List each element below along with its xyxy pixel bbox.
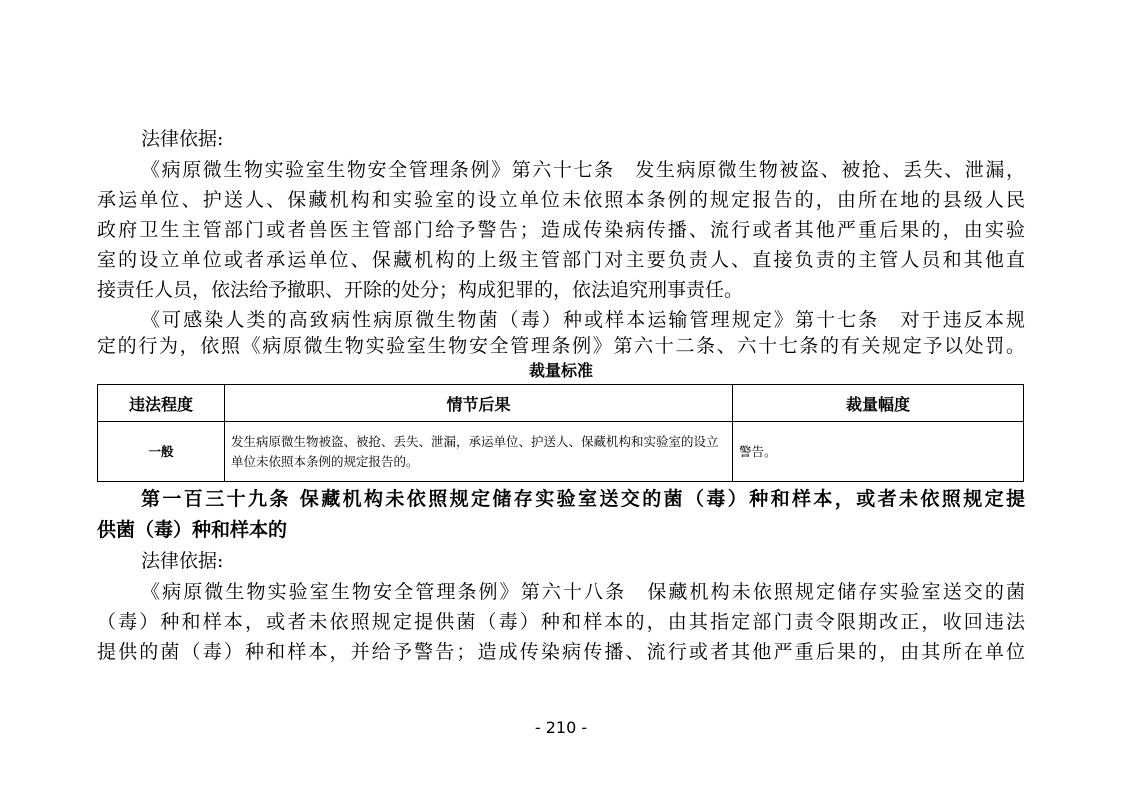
column-header: 裁量幅度	[733, 385, 1024, 422]
paragraph-line: 接责任人员，依法给予撤职、开除的处分；构成犯罪的，依法追究刑事责任。	[97, 279, 744, 301]
paragraph-line: 提供的菌（毒）种和样本，并给予警告；造成传染病传播、流行或者其他严重后果的，由其所在单位	[97, 641, 1025, 663]
table-caption: 裁量标准	[528, 361, 593, 380]
discretion-standard-table	[97, 384, 1024, 482]
paragraph-line: 政府卫生主管部门或者兽医主管部门给予警告；造成传染病传播、流行或者其他严重后果的，由实验	[97, 219, 1025, 241]
article-heading: 第一百三十九条 保藏机构未依照规定储存实验室送交的菌（毒）种和样本，或者未依照规定提	[141, 488, 1025, 510]
consequence-cell: 发生病原微生物被盗、被抢、丢失、泄漏，承运单位、护送人、保藏机构和实验室的设立单位未依照本条例的规定报告的。	[225, 422, 733, 482]
article-heading: 供菌（毒）种和样本的	[97, 519, 288, 541]
paragraph-line: 承运单位、护送人、保藏机构和实验室的设立单位未依照本条例的规定报告的，由所在地的县级人民	[97, 189, 1025, 211]
column-header: 违法程度	[98, 385, 225, 422]
paragraph-line: 室的设立单位或者承运单位、保藏机构的上级主管部门对主要负责人、直接负责的主管人员和其他直	[97, 249, 1025, 271]
violation-level-cell: 一般	[98, 422, 225, 482]
page-number: - 210 -	[534, 718, 588, 737]
table-row	[98, 422, 1024, 482]
paragraph-line: 定的行为，依照《病原微生物实验室生物安全管理条例》第六十二条、六十七条的有关规定予以处罚。	[97, 335, 1025, 357]
paragraph-line: 《病原微生物实验室生物安全管理条例》第六十七条 发生病原微生物被盗、被抢、丢失、泄漏，	[141, 159, 1025, 181]
penalty-cell: 警告。	[733, 422, 1024, 482]
column-header: 情节后果	[225, 385, 733, 422]
paragraph-line: （毒）种和样本，或者未依照规定提供菌（毒）种和样本的，由其指定部门责令限期改正，收回违法	[97, 611, 1025, 633]
table-header-row	[98, 385, 1024, 422]
legal-basis-label: 法律依据:	[141, 550, 224, 572]
legal-basis-label: 法律依据:	[141, 128, 224, 150]
paragraph-line: 《可感染人类的高致病性病原微生物菌（毒）种或样本运输管理规定》第十七条 对于违反本规	[141, 309, 1025, 331]
paragraph-line: 《病原微生物实验室生物安全管理条例》第六十八条 保藏机构未依照规定储存实验室送交的菌	[141, 581, 1025, 603]
